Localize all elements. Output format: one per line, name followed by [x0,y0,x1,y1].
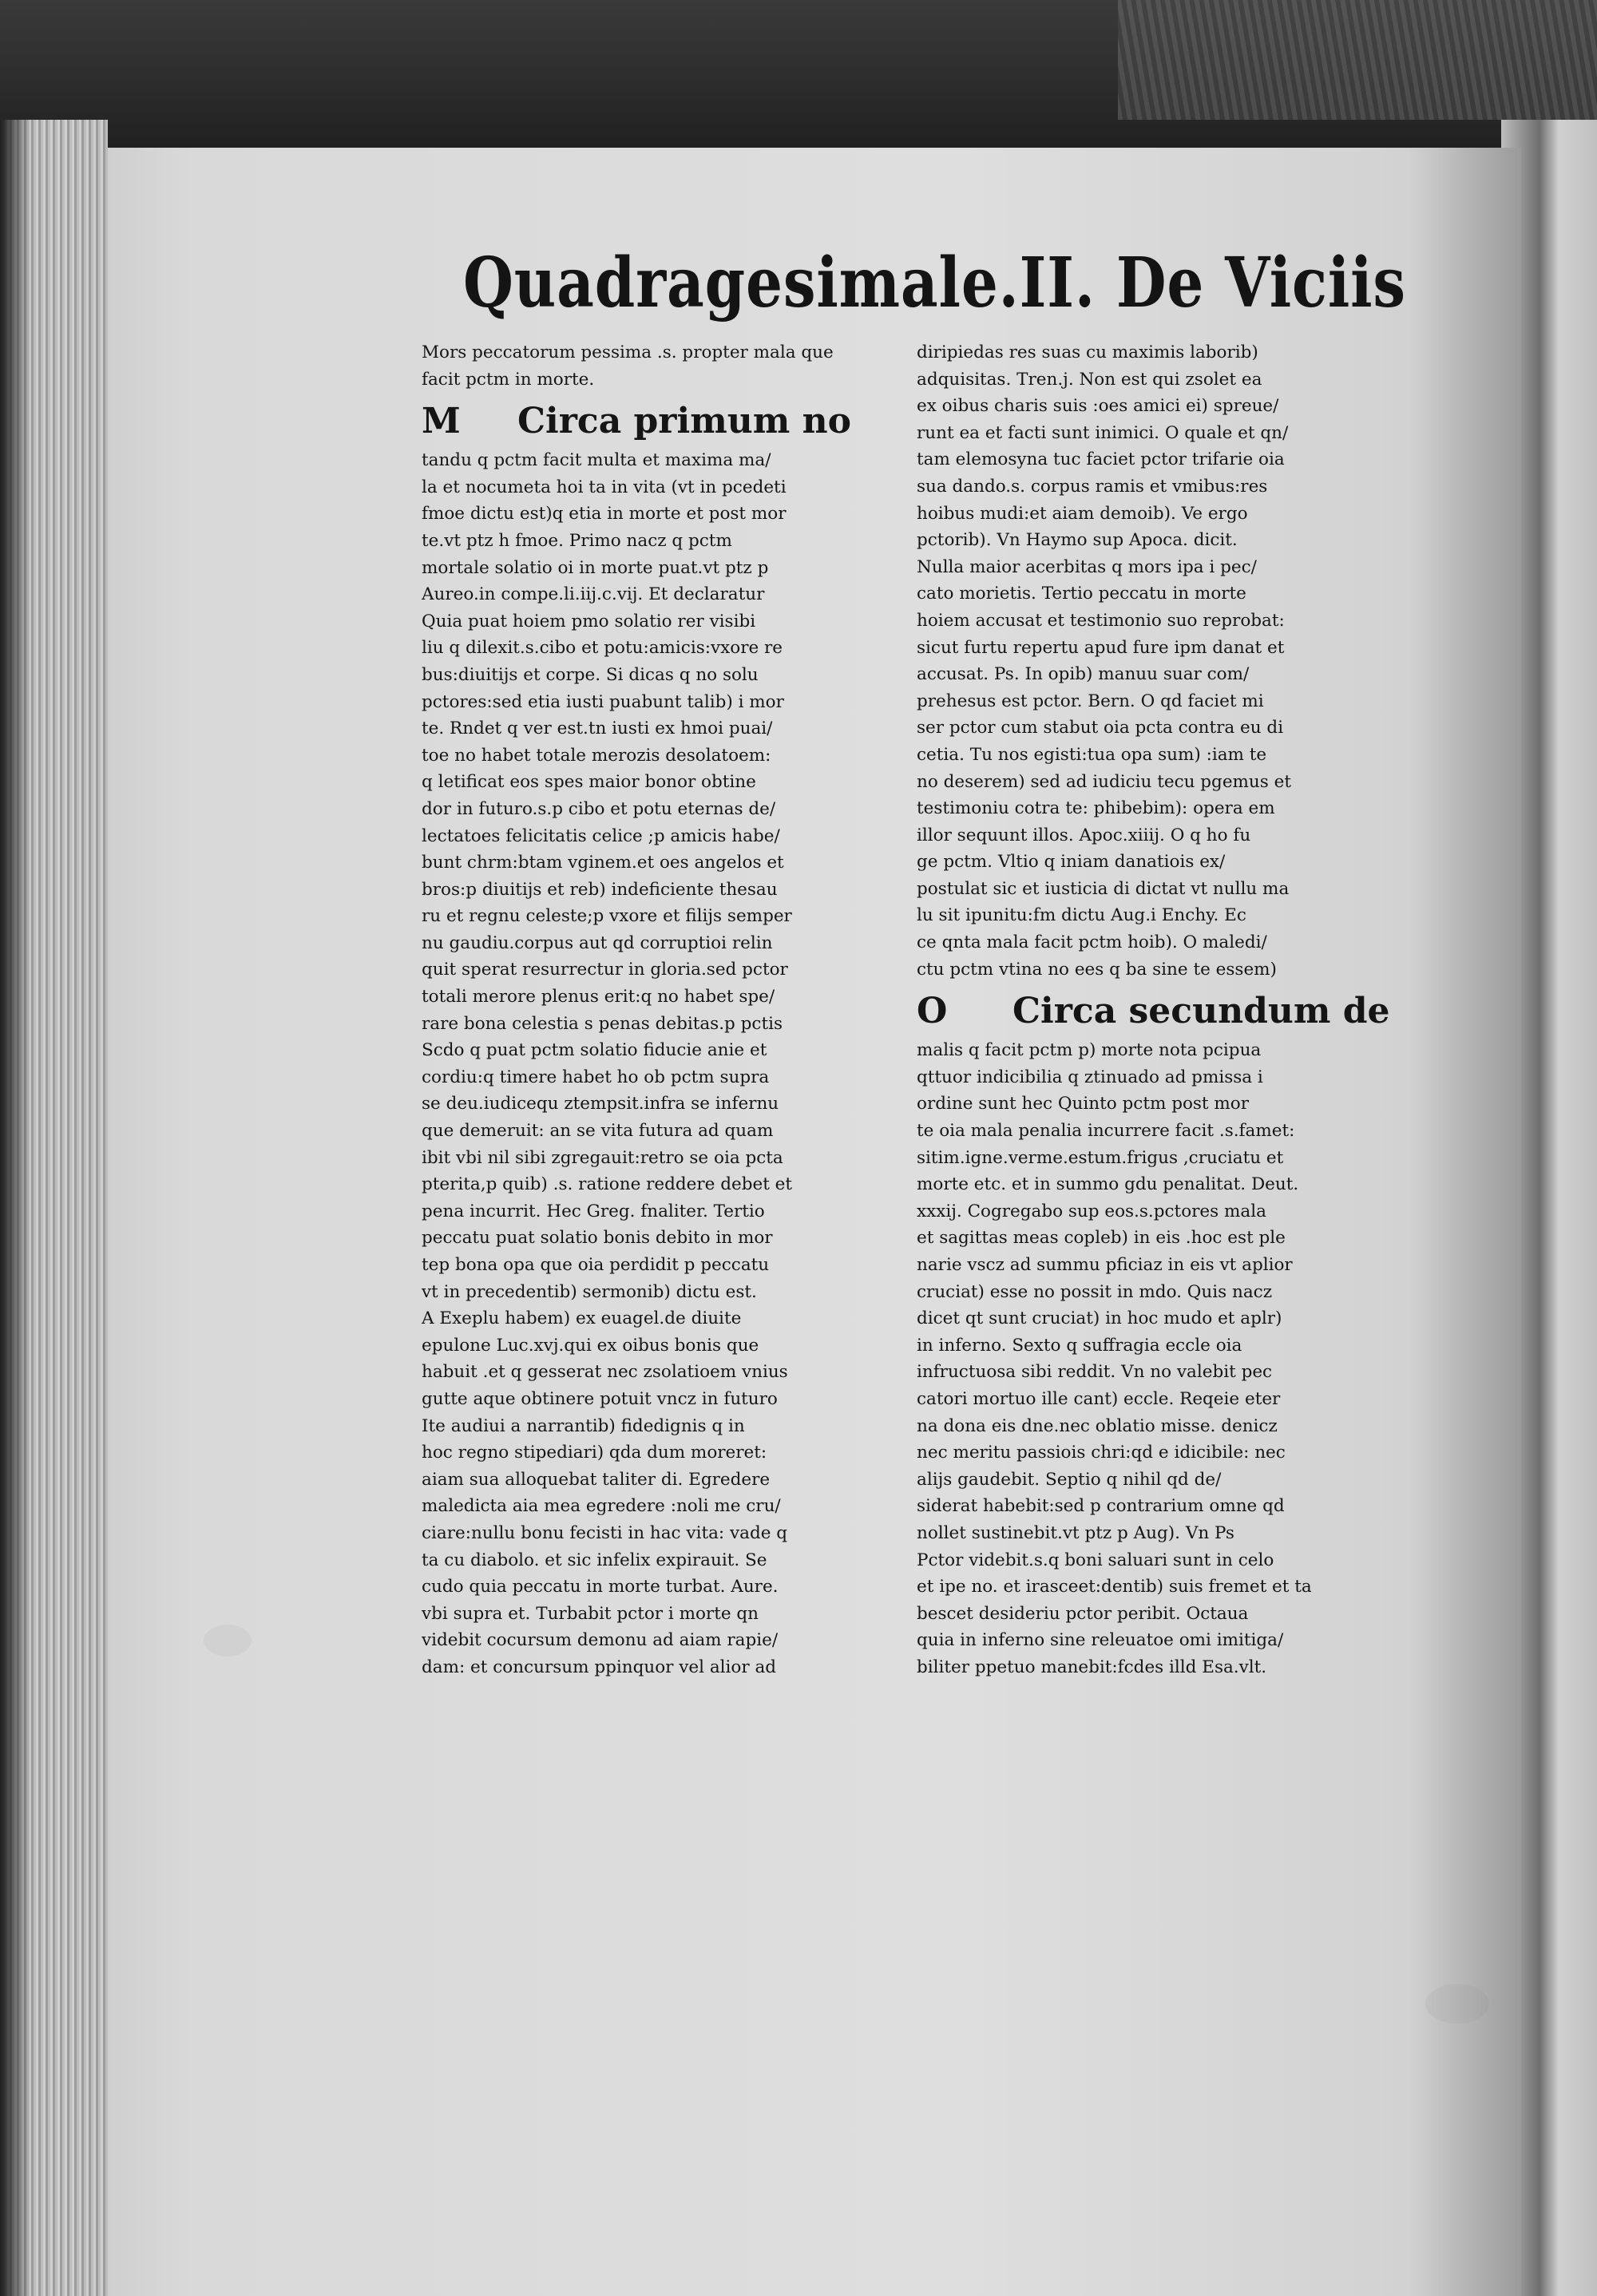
text-line: vbi supra et. Turbabit pctor i morte qn [422,1603,759,1624]
text-line: ce qnta mala facit pctm hoib). O maledi/ [917,932,1267,953]
text-line: Aureo.in compe.li.iij.c.vij. Et declaratur [422,584,765,605]
text-line: mortale solatio oi in morte puat.vt ptz p [422,557,769,578]
text-line: habuit .et q gesserat nec zsolatioem vnius [422,1362,788,1383]
text-line: no deserem) sed ad iudiciu tecu pgemus et [917,771,1292,792]
text-line: que demeruit: an se vita futura ad quam [422,1121,774,1142]
text-line: Nulla maior acerbitas q mors ipa i pec/ [917,556,1257,577]
book-headband [1118,0,1597,120]
text-line: aiam sua alloquebat taliter di. Egredere [422,1469,771,1490]
text-line: sitim.igne.verme.estum.frigus ,cruciatu et [917,1147,1284,1168]
text-line: et ipe no. et irasceet:dentib) suis fremet et ta [917,1577,1312,1597]
text-line: lu sit ipunitu:fm dictu Aug.i Enchy. Ec [917,905,1246,926]
text-line: illor sequunt illos. Apoc.xiiij. O q ho fu [917,825,1251,845]
text-line: cordiu:q timere habet ho ob pctm supra [422,1067,770,1087]
text-line: totali merore plenus erit:q no habet spe/ [422,987,775,1007]
text-line: toe no habet totale merozis desolatoem: [422,745,771,766]
text-line: te.vt ptz h fmoe. Primo nacz q pctm [422,530,732,551]
text-line: nollet sustinebit.vt ptz p Aug). Vn Ps [917,1522,1234,1543]
text-line: biliter ppetuo manebit:fcdes illd Esa.vlt. [917,1657,1267,1677]
text-line: bunt chrm:btam vginem.et oes angelos et [422,853,784,873]
text-line: ordine sunt hec Quinto pctm post mor [917,1094,1250,1114]
text-line: malis q facit pctm p) morte nota pcipua [917,1040,1262,1061]
text-line: ta cu diabolo. et sic infelix expirauit. Se [422,1550,767,1570]
text-line: Mors peccatorum pessima .s. propter mala que [422,342,834,362]
text-line: te. Rndet q ver est.tn iusti ex hmoi puai/ [422,718,773,739]
text-line: cruciat) esse no possit in mdo. Quis nacz [917,1281,1273,1302]
text-line: maledicta aia mea egredere :noli me cru/ [422,1496,781,1517]
text-line: morte etc. et in summo gdu penalitat. Deut. [917,1174,1299,1195]
text-line: nec meritu passiois chri:qd e idicibile: nec [917,1443,1286,1463]
text-line: narie vscz ad summu pficiaz in eis vt aplior [917,1255,1293,1275]
text-line: accusat. Ps. In opib) manuu suar com/ [917,664,1250,685]
text-line: qttuor indicibilia q ztinuado ad pmissa i [917,1067,1263,1087]
right-body-bottom [917,1037,1405,1680]
text-line: A Exeplu habem) ex euagel.de diuite [422,1308,742,1329]
text-line: quia in inferno sine releuatoe omi imitiga/ [917,1630,1284,1651]
text-line: catori mortuo ille cant) eccle. Reqeie eter [917,1388,1281,1409]
right-heading-initial: O [917,991,948,1032]
text-line: hoiem accusat et testimonio suo reprobat: [917,610,1285,631]
left-intro [422,339,869,393]
text-line: quit sperat resurrectur in gloria.sed pctor [422,960,788,980]
text-line: diripiedas res suas cu maximis laborib) [917,342,1258,362]
text-line: hoibus mudi:et aiam demoib). Ve ergo [917,503,1248,524]
text-line: cetia. Tu nos egisti:tua opa sum) :iam te [917,744,1267,765]
text-line: testimoniu cotra te: phibebim): opera em [917,798,1275,819]
page-edges-left [0,120,108,2296]
text-line: dor in futuro.s.p cibo et potu eternas de/ [422,798,776,819]
page-stain [1425,1984,1489,2024]
page-stain [204,1625,252,1657]
text-line: runt ea et facti sunt inimici. O quale et qn/ [917,422,1289,443]
running-head: Quadragesimale.II. De Viciis [463,243,1406,323]
text-line: bescet desideriu pctor peribit. Octaua [917,1603,1249,1624]
text-line: dicet qt sunt cruciat) in hoc mudo et aplr) [917,1308,1282,1329]
text-line: cudo quia peccatu in morte turbat. Aure. [422,1577,779,1597]
text-line: et sagittas meas copleb) in eis .hoc est ple [917,1228,1286,1249]
text-line: q letificat eos spes maior bonor obtine [422,772,756,793]
text-line: pctorib). Vn Haymo sup Apoca. dicit. [917,530,1238,551]
text-line: bus:diuitijs et corpe. Si dicas q no solu [422,664,759,685]
text-line: epulone Luc.xvj.qui ex oibus bonis que [422,1335,759,1356]
left-body [422,447,869,1680]
text-line: videbit cocursum demonu ad aiam rapie/ [422,1630,779,1651]
text-line: alijs gaudebit. Septio q nihil qd de/ [917,1469,1222,1490]
text-line: Pctor videbit.s.q boni saluari sunt in celo [917,1550,1274,1570]
text-line: pterita,p quib) .s. ratione reddere debet et [422,1174,793,1195]
text-line: tep bona opa que oia perdidit p peccatu [422,1255,770,1275]
text-line: ibit vbi nil sibi zgregauit:retro se oia pcta [422,1147,783,1168]
right-body-top [917,339,1405,983]
left-section-heading [422,399,869,444]
text-line: la et nocumeta hoi ta in vita (vt in pcedeti [422,477,787,497]
text-line: pctores:sed etia iusti puabunt talib) i mor [422,691,784,712]
text-line: lectatoes felicitatis celice ;p amicis habe/ [422,825,780,846]
text-line: sicut furtu repertu apud fure ipm danat et [917,637,1285,658]
right-heading-text: Circa secundum de [1012,991,1390,1032]
text-line: ex oibus charis suis :oes amici ei) spreue/ [917,396,1279,417]
text-line: ser pctor cum stabut oia pcta contra eu di [917,718,1284,738]
text-line: siderat habebit:sed p contrarium omne qd [917,1496,1285,1517]
text-line: gutte aque obtinere potuit vncz in futuro [422,1388,778,1409]
right-column [917,339,1405,1681]
left-heading-initial: M [422,401,461,442]
text-line: peccatu puat solatio bonis debito in mor [422,1228,773,1249]
left-heading-text: Circa primum no [517,401,851,442]
text-line: vt in precedentib) sermonib) dictu est. [422,1281,757,1302]
book-top-edge [0,0,1597,152]
text-line: in inferno. Sexto q suffragia eccle oia [917,1335,1242,1356]
text-line: ciare:nullu bonu fecisti in hac vita: vade q [422,1522,788,1543]
text-line: rare bona celestia s penas debitas.p pctis [422,1013,783,1034]
text-line: bros:p diuitijs et reb) indeficiente thesau [422,879,778,900]
text-line: se deu.iudicequ ztempsit.infra se infernu [422,1094,779,1114]
text-line: ge pctm. Vltio q iniam danatiois ex/ [917,852,1226,873]
text-line: te oia mala penalia incurrere facit .s.famet: [917,1121,1295,1142]
text-line: xxxij. Cogregabo sup eos.s.pctores mala [917,1201,1266,1221]
text-line: hoc regno stipediari) qda dum moreret: [422,1443,767,1463]
text-line: tam elemosyna tuc faciet pctor trifarie oia [917,449,1285,470]
text-line: postulat sic et iusticia di dictat vt nullu ma [917,878,1290,899]
text-line: fmoe dictu est)q etia in morte et post mor [422,504,787,525]
text-line: liu q dilexit.s.cibo et potu:amicis:vxore re [422,638,783,659]
text-line: Ite audiui a narrantib) fidedignis q in [422,1415,745,1436]
text-line: ru et regnu celeste;p vxore et filijs semper [422,906,792,927]
text-line: ctu pctm vtina no ees q ba sine te essem) [917,959,1277,980]
text-line: nu gaudiu.corpus aut qd corruptioi relin [422,932,773,953]
text-line: prehesus est pctor. Bern. O qd faciet mi [917,691,1264,711]
left-column [422,339,869,1681]
text-line: tandu q pctm facit multa et maxima ma/ [422,450,771,471]
text-line: dam: et concursum ppinquor vel alior ad [422,1657,777,1677]
text-line: pena incurrit. Hec Greg. fnaliter. Tertio [422,1201,765,1221]
text-line: cato morietis. Tertio peccatu in morte [917,584,1246,604]
text-line: facit pctm in morte. [422,369,595,390]
text-line: infructuosa sibi reddit. Vn no valebit pec [917,1362,1273,1383]
text-line: na dona eis dne.nec oblatio misse. denicz [917,1415,1278,1436]
text-line: Scdo q puat pctm solatio fiducie anie et [422,1040,767,1061]
text-line: adquisitas. Tren.j. Non est qui zsolet ea [917,369,1262,390]
text-line: Quia puat hoiem pmo solatio rer visibi [422,611,756,631]
text-line: sua dando.s. corpus ramis et vmibus:res [917,476,1268,497]
right-section-heading [917,989,1405,1034]
